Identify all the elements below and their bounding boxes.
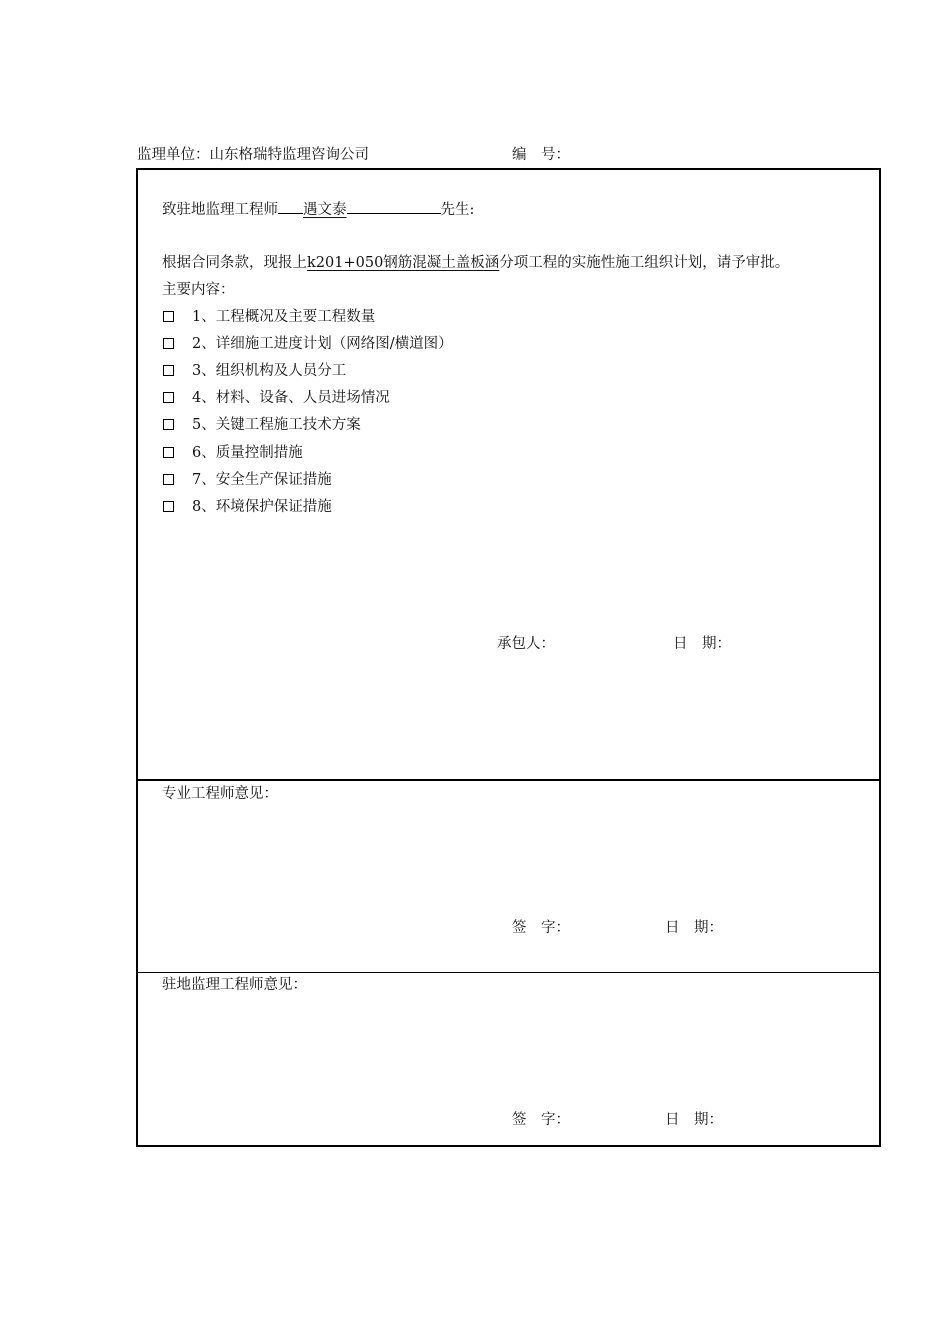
document-number-label: 编 号： bbox=[512, 147, 570, 163]
blank-underline bbox=[347, 199, 441, 214]
section-divider-2 bbox=[136, 972, 881, 973]
list-item: 4、材料、设备、人员进场情况 bbox=[163, 389, 390, 407]
submission-sentence bbox=[162, 254, 789, 272]
addressee-line bbox=[162, 199, 474, 219]
supervision-unit-value: 山东格瑞特监理咨询公司 bbox=[209, 147, 369, 163]
list-item: 5、关键工程施工技术方案 bbox=[163, 416, 361, 434]
list-item: 1、工程概况及主要工程数量 bbox=[163, 308, 375, 326]
contractor-label: 承包人： bbox=[497, 636, 555, 652]
body-prefix: 根据合同条款，现报上 bbox=[162, 255, 307, 271]
checkbox[interactable] bbox=[163, 447, 174, 458]
list-item: 8、环境保护保证措施 bbox=[163, 498, 332, 516]
resident-opinion-title: 驻地监理工程师意见： bbox=[162, 977, 307, 993]
supervision-unit bbox=[137, 146, 369, 164]
specialist-opinion-title: 专业工程师意见： bbox=[162, 786, 278, 802]
checkbox[interactable] bbox=[163, 419, 174, 430]
salutation: 先生: bbox=[440, 202, 475, 218]
specialist-date-label: 日 期： bbox=[665, 920, 723, 936]
specialist-sign-label: 签 字： bbox=[512, 920, 570, 936]
checkbox[interactable] bbox=[163, 501, 174, 512]
blank-underline bbox=[278, 199, 303, 214]
contractor-date-label: 日 期： bbox=[673, 636, 731, 652]
checkbox[interactable] bbox=[163, 365, 174, 376]
list-item: 7、安全生产保证措施 bbox=[163, 471, 332, 489]
checkbox[interactable] bbox=[163, 311, 174, 322]
checkbox[interactable] bbox=[163, 392, 174, 403]
engineer-name: 遇文泰 bbox=[303, 202, 347, 218]
list-item: 6、质量控制措施 bbox=[163, 444, 303, 462]
supervision-unit-label: 监理单位： bbox=[137, 147, 210, 163]
section-divider-1 bbox=[136, 779, 881, 781]
addressee-prefix: 致驻地监理工程师 bbox=[162, 202, 278, 218]
body-suffix: 分项工程的实施性施工组织计划，请予审批。 bbox=[499, 255, 790, 271]
list-item: 3、组织机构及人员分工 bbox=[163, 362, 346, 380]
project-name: k201+050钢筋混凝土盖板涵 bbox=[307, 255, 500, 271]
resident-sign-label: 签 字： bbox=[512, 1112, 570, 1128]
main-contents-label: 主要内容： bbox=[162, 282, 235, 298]
resident-date-label: 日 期： bbox=[665, 1112, 723, 1128]
checkbox[interactable] bbox=[163, 338, 174, 349]
list-item: 2、详细施工进度计划（网络图/横道图） bbox=[163, 335, 453, 353]
checkbox[interactable] bbox=[163, 474, 174, 485]
